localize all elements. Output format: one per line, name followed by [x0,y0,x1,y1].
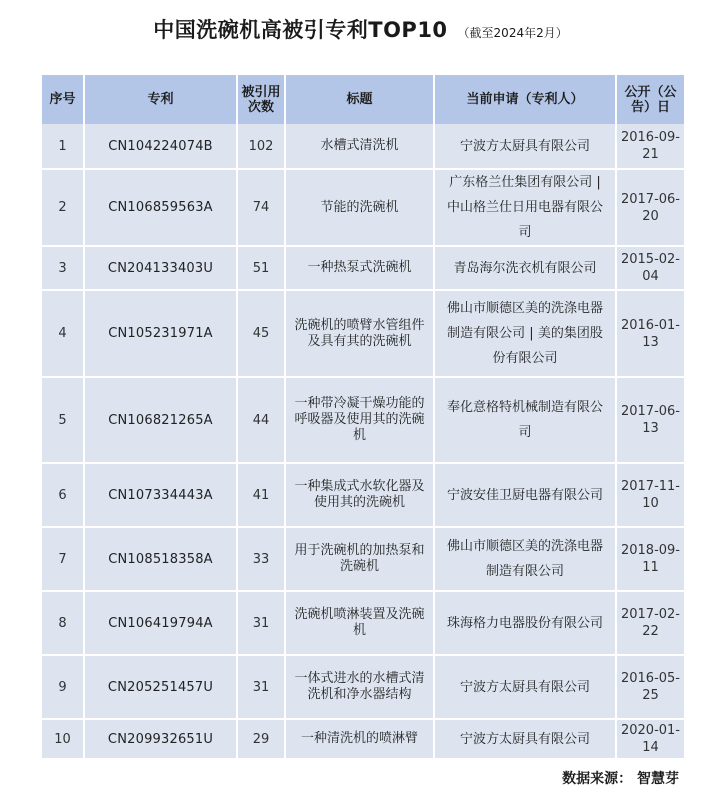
table-header-row [42,75,684,124]
row-citations: 31 [237,591,285,655]
row-title: 水槽式清洗机 [285,124,434,169]
row-title: 一种清洗机的喷淋臂 [285,719,434,759]
row-title: 一种热泵式洗碗机 [285,246,434,290]
header-citations: 被引用次数 [237,75,285,124]
row-index: 10 [42,719,84,759]
header-index: 序号 [42,75,84,124]
header-applicant: 当前申请（专利人） [434,75,616,124]
row-patent: CN106419794A [84,591,237,655]
table-row [42,246,684,290]
row-date: 2016-05-25 [616,655,684,719]
row-date: 2017-11-10 [616,463,684,527]
row-applicant: 宁波方太厨具有限公司 [434,719,616,759]
table-row [42,655,684,719]
row-citations: 44 [237,377,285,463]
row-title: 用于洗碗机的加热泵和洗碗机 [285,527,434,591]
header-date: 公开（公告）日 [616,75,684,124]
table-row [42,719,684,759]
row-date: 2015-02-04 [616,246,684,290]
table-row [42,124,684,169]
row-applicant: 广东格兰仕集团有限公司 | 中山格兰仕日用电器有限公司 [434,169,616,246]
row-applicant: 青岛海尔洗衣机有限公司 [434,246,616,290]
row-citations: 31 [237,655,285,719]
row-citations: 102 [237,124,285,169]
row-date: 2016-09-21 [616,124,684,169]
row-title: 节能的洗碗机 [285,169,434,246]
table-row [42,290,684,377]
row-date: 2020-01-14 [616,719,684,759]
row-patent: CN106821265A [84,377,237,463]
row-title: 洗碗机的喷臂水管组件及具有其的洗碗机 [285,290,434,377]
page-title: 中国洗碗机高被引专利TOP10 [153,18,448,42]
row-date: 2017-06-13 [616,377,684,463]
row-date: 2017-06-20 [616,169,684,246]
row-index: 4 [42,290,84,377]
row-index: 1 [42,124,84,169]
table-row [42,591,684,655]
row-applicant: 佛山市顺德区美的洗涤电器制造有限公司 [434,527,616,591]
row-index: 2 [42,169,84,246]
row-patent: CN205251457U [84,655,237,719]
row-patent: CN108518358A [84,527,237,591]
row-index: 7 [42,527,84,591]
row-patent: CN106859563A [84,169,237,246]
row-date: 2018-09-11 [616,527,684,591]
row-citations: 41 [237,463,285,527]
row-applicant: 奉化意格特机械制造有限公司 [434,377,616,463]
row-patent: CN209932651U [84,719,237,759]
row-index: 3 [42,246,84,290]
row-title: 洗碗机喷淋装置及洗碗机 [285,591,434,655]
row-title: 一体式进水的水槽式清洗机和净水器结构 [285,655,434,719]
row-patent: CN105231971A [84,290,237,377]
row-title: 一种集成式水软化器及使用其的洗碗机 [285,463,434,527]
page-subtitle: （截至2024年2月） [457,26,568,40]
header-patent: 专利 [84,75,237,124]
row-citations: 33 [237,527,285,591]
row-date: 2017-02-22 [616,591,684,655]
row-index: 6 [42,463,84,527]
row-applicant: 宁波安佳卫厨电器有限公司 [434,463,616,527]
row-applicant: 宁波方太厨具有限公司 [434,124,616,169]
table-row [42,463,684,527]
row-applicant: 宁波方太厨具有限公司 [434,655,616,719]
title-block [0,14,721,44]
row-citations: 51 [237,246,285,290]
row-date: 2016-01-13 [616,290,684,377]
row-index: 5 [42,377,84,463]
table-row [42,377,684,463]
row-citations: 29 [237,719,285,759]
row-patent: CN107334443A [84,463,237,527]
table-row [42,527,684,591]
row-title: 一种带冷凝干燥功能的呼吸器及使用其的洗碗机 [285,377,434,463]
data-source-note: 数据来源： 智慧芽 [562,771,679,787]
row-applicant: 佛山市顺德区美的洗涤电器制造有限公司 | 美的集团股份有限公司 [434,290,616,377]
row-index: 9 [42,655,84,719]
row-citations: 45 [237,290,285,377]
row-applicant: 珠海格力电器股份有限公司 [434,591,616,655]
patent-table [42,75,684,760]
table-row [42,169,684,246]
row-patent: CN204133403U [84,246,237,290]
header-title: 标题 [285,75,434,124]
row-citations: 74 [237,169,285,246]
row-patent: CN104224074B [84,124,237,169]
row-index: 8 [42,591,84,655]
